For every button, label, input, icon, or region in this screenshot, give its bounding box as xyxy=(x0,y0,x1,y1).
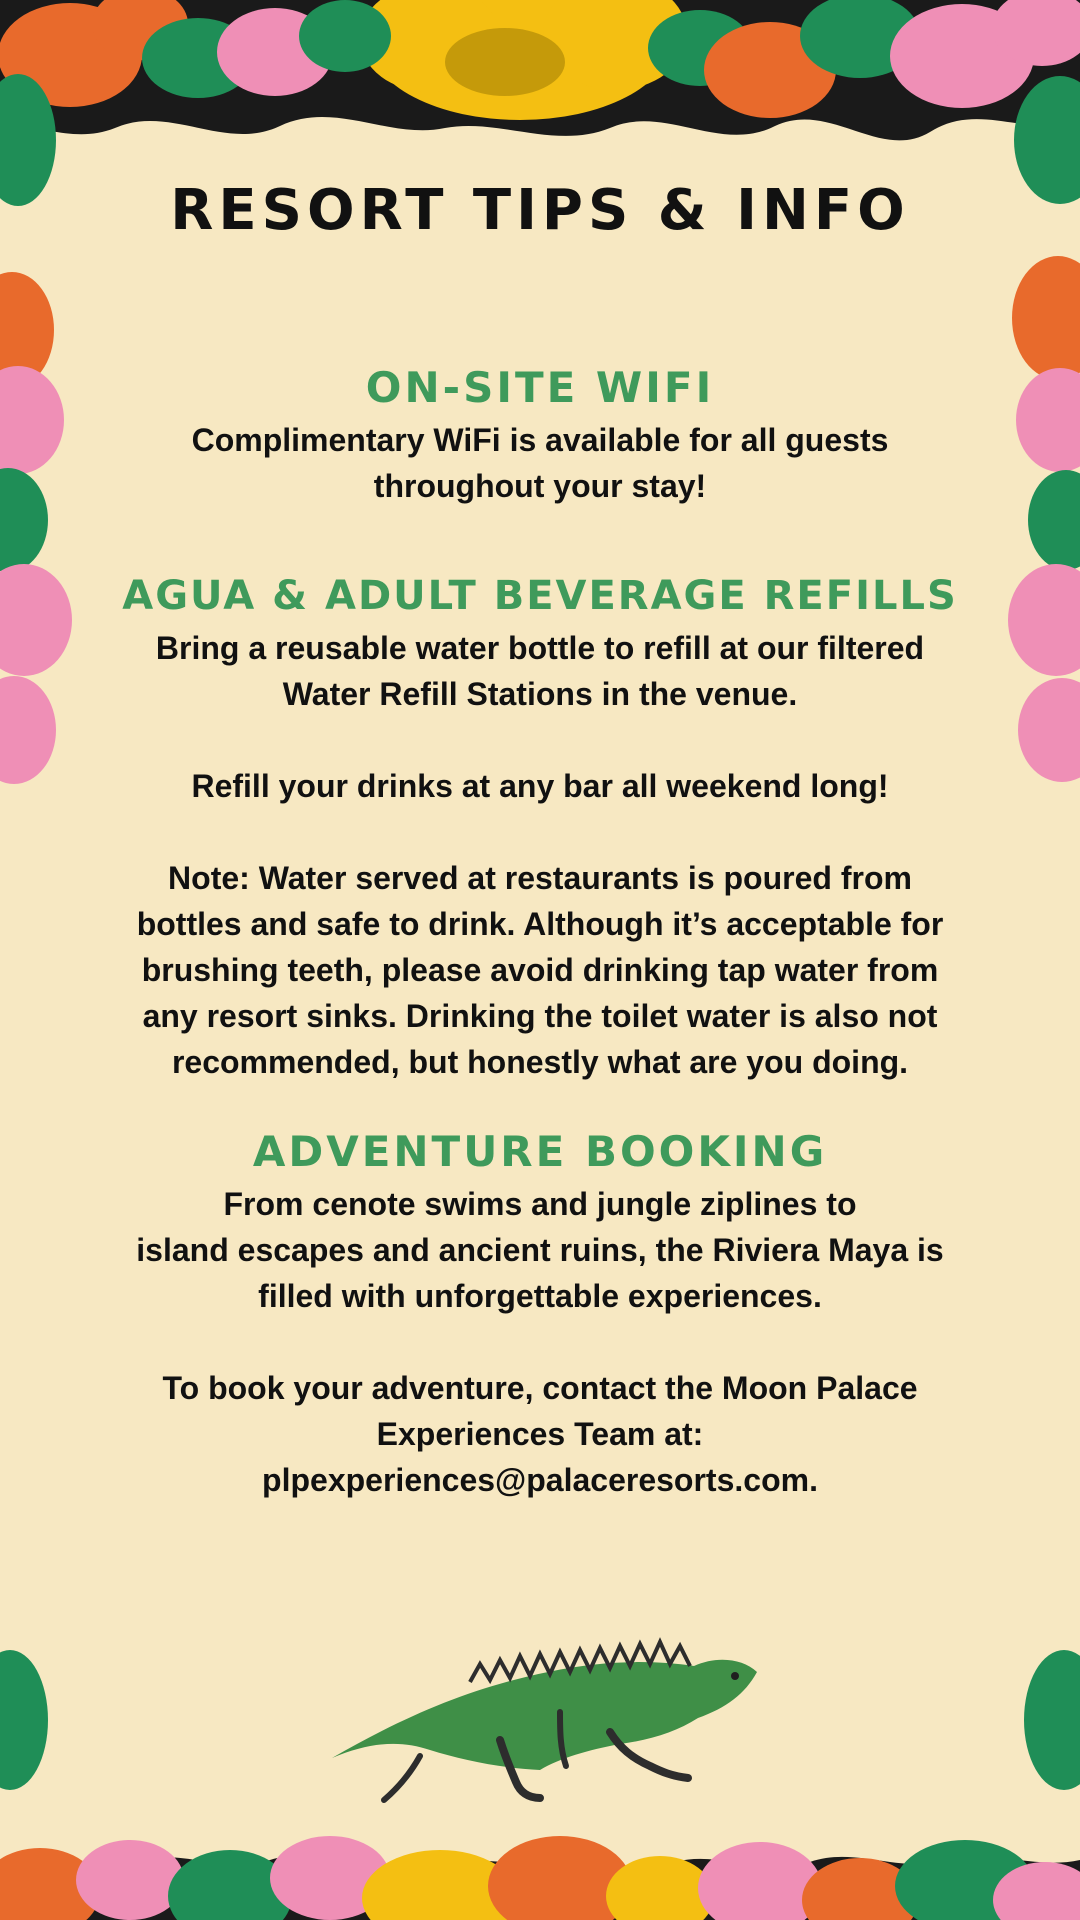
adventure-body-2: To book your adventure, contact the Moon Palace Experiences Team at: plpexperiences@palaceresorts.com. xyxy=(162,1370,918,1498)
adventure-heading: ADVENTURE BOOKING xyxy=(252,1127,828,1176)
wifi-body: Complimentary WiFi is available for all guests throughout your stay! xyxy=(191,422,889,504)
wifi-heading: ON-SITE WIFI xyxy=(365,363,715,412)
page-title: RESORT TIPS & INFO xyxy=(170,178,910,243)
content-column xyxy=(95,176,985,1503)
iguana-icon xyxy=(332,1642,757,1800)
agua-heading: AGUA & ADULT BEVERAGE REFILLS xyxy=(122,573,958,619)
agua-body-2: Refill your drinks at any bar all weekend long! xyxy=(191,768,889,804)
adventure-body-1: From cenote swims and jungle ziplines to island escapes and ancient ruins, the Riviera Maya is filled with unforgettable experiences. xyxy=(136,1186,944,1314)
agua-body-1: Bring a reusable water bottle to refill at our filtered Water Refill Stations in the venue. xyxy=(155,630,925,712)
agua-body-3: Note: Water served at restaurants is poured from bottles and safe to drink. Although it’s acceptable for brushing teeth, please avoid drinking tap water from any resort sinks. Drinking the toilet water is also not recommended, but honestly what are you doing. xyxy=(136,860,944,1080)
